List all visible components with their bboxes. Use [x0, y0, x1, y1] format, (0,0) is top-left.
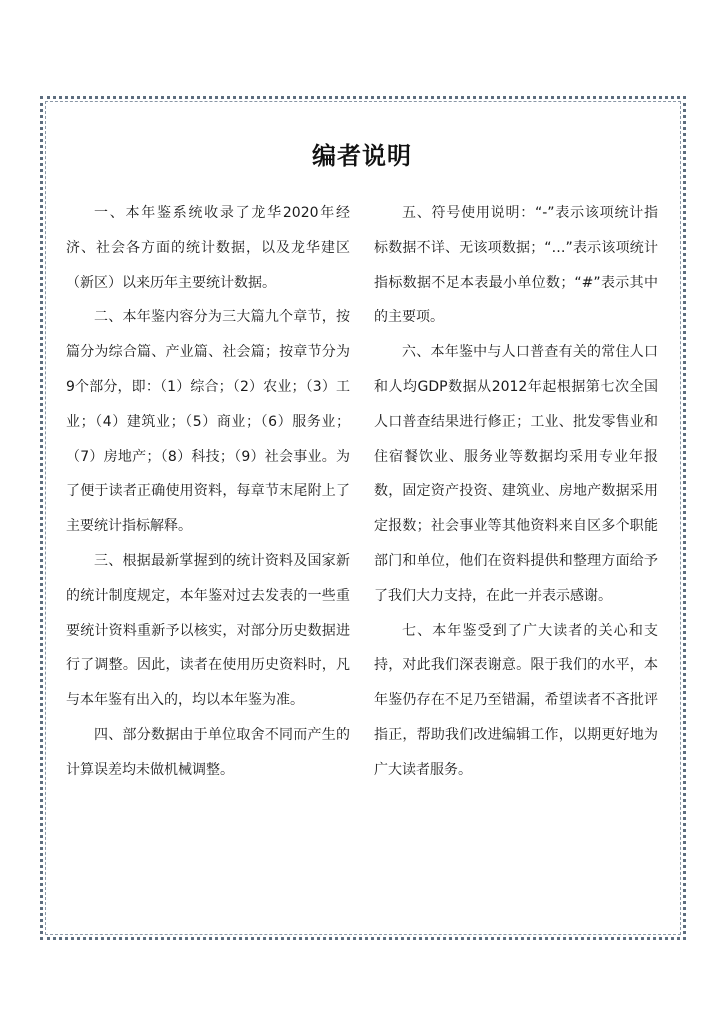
left-column [66, 196, 350, 788]
paragraph-5: 五、符号使用说明：“-”表示该项统计指标数据不详、无该项数据；“…”表示该项统计指标数据不足本表最小单位数；“#”表示其中的主要项。 [374, 205, 658, 326]
paragraph-3: 三、根据最新掌握到的统计资料及国家新的统计制度规定，本年鉴对过去发表的一些重要统计资料重新予以核实，对部分历史数据进行了调整。因此，读者在使用历史资料时，凡与本年鉴有出入的，均以本年鉴为准。 [66, 552, 350, 709]
paragraph-1: 一、本年鉴系统收录了龙华2020年经济、社会各方面的统计数据，以及龙华建区（新区）以来历年主要统计数据。 [66, 205, 350, 291]
paragraph-7: 七、本年鉴受到了广大读者的关心和支持，对此我们深表谢意。限于我们的水平，本年鉴仍存在不足乃至错漏，希望读者不吝批评指正，帮助我们改进编辑工作，以期更好地为广大读者服务。 [374, 622, 658, 778]
page-title: 编者说明 [312, 142, 412, 170]
paragraph-6: 六、本年鉴中与人口普查有关的常住人口和人均GDP数据从2012年起根据第七次全国人口普查结果进行修正；工业、批发零售业和住宿餐饮业、服务业等数据均采用专业年报数，固定资产投资、建筑业、房地产数据采用定报数；社会事业等其他资料来自区多个职能部门和单位，他们在资料提供和整理方面给予了我们大力支持，在此一并表示感谢。 [374, 344, 658, 604]
paragraph-4: 四、部分数据由于单位取舍不同而产生的计算误差均未做机械调整。 [66, 726, 350, 778]
right-column [374, 196, 658, 788]
paragraph-2: 二、本年鉴内容分为三大篇九个章节，按篇分为综合篇、产业篇、社会篇；按章节分为9个部分，即：（1）综合；（2）农业；（3）工业；（4）建筑业；（5）商业；（6）服务业；（7）房地产；（8）科技；（9）社会事业。为了便于读者正确使用资料，每章节末尾附上了主要统计指标解释。 [66, 309, 350, 535]
